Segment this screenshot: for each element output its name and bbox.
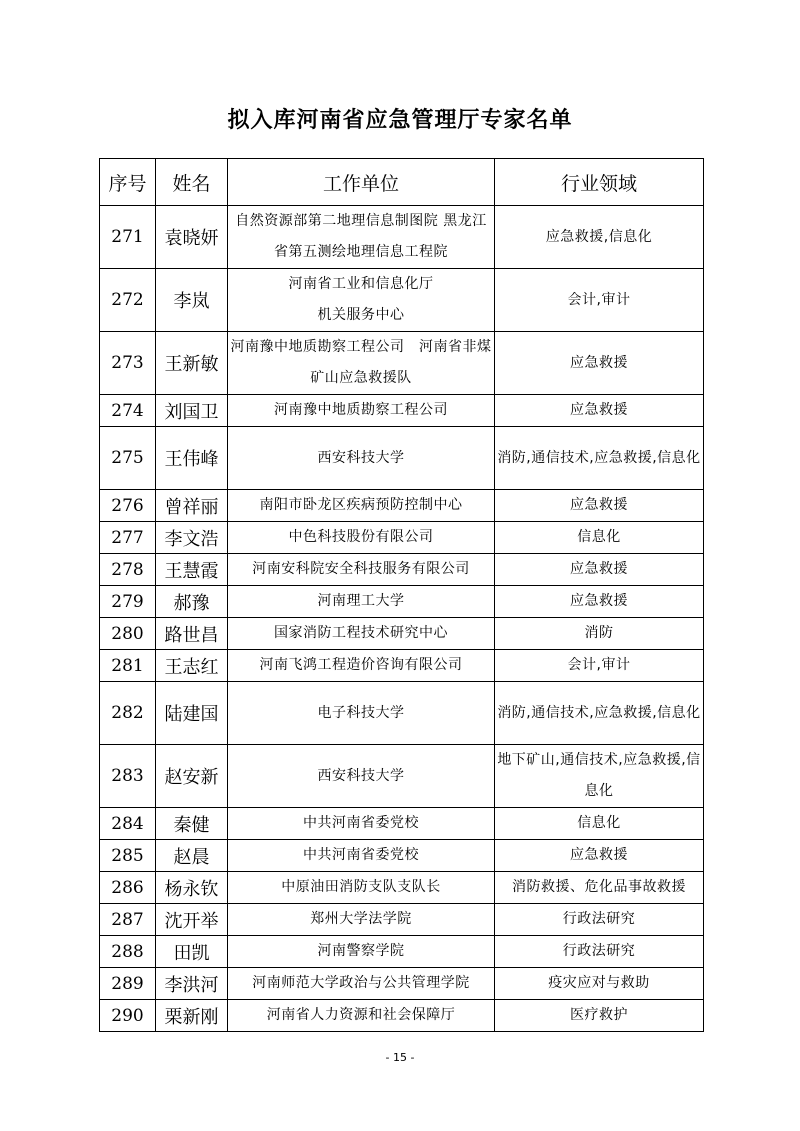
table-row bbox=[100, 427, 704, 490]
table-row bbox=[100, 1000, 704, 1032]
industry-field-cell: 消防 bbox=[495, 618, 704, 650]
industry-field-cell: 消防,通信技术,应急救援,信息化 bbox=[495, 427, 704, 490]
serial-number-cell: 272 bbox=[100, 269, 156, 332]
industry-field-cell: 医疗救护 bbox=[495, 1000, 704, 1032]
work-unit-cell: 南阳市卧龙区疾病预防控制中心 bbox=[228, 490, 495, 522]
serial-number-cell: 281 bbox=[100, 650, 156, 682]
industry-field-cell: 行政法研究 bbox=[495, 904, 704, 936]
name-cell: 袁晓妍 bbox=[156, 206, 228, 269]
serial-number-cell: 274 bbox=[100, 395, 156, 427]
serial-number-cell: 273 bbox=[100, 332, 156, 395]
serial-number-cell: 284 bbox=[100, 808, 156, 840]
name-cell: 秦健 bbox=[156, 808, 228, 840]
table-row bbox=[100, 618, 704, 650]
document-title: 拟入库河南省应急管理厅专家名单 bbox=[227, 108, 573, 133]
industry-field-cell: 应急救援,信息化 bbox=[495, 206, 704, 269]
table-row bbox=[100, 808, 704, 840]
page-number: - 15 - bbox=[385, 1051, 415, 1064]
header-industry-field: 行业领域 bbox=[495, 159, 704, 206]
work-unit-cell: 中共河南省委党校 bbox=[228, 808, 495, 840]
table-body bbox=[100, 206, 704, 1032]
industry-field-cell: 行政法研究 bbox=[495, 936, 704, 968]
table-row bbox=[100, 840, 704, 872]
table-row bbox=[100, 522, 704, 554]
table-row bbox=[100, 332, 704, 395]
work-unit-cell: 河南师范大学政治与公共管理学院 bbox=[228, 968, 495, 1000]
name-cell: 杨永钦 bbox=[156, 872, 228, 904]
industry-field-cell: 会计,审计 bbox=[495, 650, 704, 682]
table-row bbox=[100, 554, 704, 586]
serial-number-cell: 287 bbox=[100, 904, 156, 936]
industry-field-cell: 应急救援 bbox=[495, 554, 704, 586]
work-unit-cell: 郑州大学法学院 bbox=[228, 904, 495, 936]
serial-number-cell: 276 bbox=[100, 490, 156, 522]
expert-list-table bbox=[99, 158, 704, 1032]
serial-number-cell: 271 bbox=[100, 206, 156, 269]
serial-number-cell: 285 bbox=[100, 840, 156, 872]
serial-number-cell: 280 bbox=[100, 618, 156, 650]
serial-number-cell: 278 bbox=[100, 554, 156, 586]
work-unit-cell: 河南豫中地质勘察工程公司 bbox=[228, 395, 495, 427]
header-serial-number: 序号 bbox=[100, 159, 156, 206]
name-cell: 刘国卫 bbox=[156, 395, 228, 427]
name-cell: 王新敏 bbox=[156, 332, 228, 395]
table-row bbox=[100, 682, 704, 745]
serial-number-cell: 275 bbox=[100, 427, 156, 490]
industry-field-cell: 地下矿山,通信技术,应急救援,信息化 bbox=[495, 745, 704, 808]
work-unit-cell: 国家消防工程技术研究中心 bbox=[228, 618, 495, 650]
table-row bbox=[100, 745, 704, 808]
work-unit-cell: 中共河南省委党校 bbox=[228, 840, 495, 872]
work-unit-cell: 河南安科院安全科技服务有限公司 bbox=[228, 554, 495, 586]
table-header-row bbox=[100, 159, 704, 206]
name-cell: 李洪河 bbox=[156, 968, 228, 1000]
industry-field-cell: 会计,审计 bbox=[495, 269, 704, 332]
industry-field-cell: 应急救援 bbox=[495, 395, 704, 427]
name-cell: 栗新刚 bbox=[156, 1000, 228, 1032]
work-unit-cell: 自然资源部第二地理信息制图院 黑龙江省第五测绘地理信息工程院 bbox=[228, 206, 495, 269]
name-cell: 沈开举 bbox=[156, 904, 228, 936]
table-row bbox=[100, 904, 704, 936]
serial-number-cell: 286 bbox=[100, 872, 156, 904]
name-cell: 田凯 bbox=[156, 936, 228, 968]
work-unit-cell: 电子科技大学 bbox=[228, 682, 495, 745]
work-unit-cell: 河南豫中地质勘察工程公司 河南省非煤矿山应急救援队 bbox=[228, 332, 495, 395]
work-unit-cell: 中色科技股份有限公司 bbox=[228, 522, 495, 554]
industry-field-cell: 应急救援 bbox=[495, 840, 704, 872]
serial-number-cell: 277 bbox=[100, 522, 156, 554]
name-cell: 路世昌 bbox=[156, 618, 228, 650]
work-unit-cell: 西安科技大学 bbox=[228, 427, 495, 490]
header-name: 姓名 bbox=[156, 159, 228, 206]
serial-number-cell: 288 bbox=[100, 936, 156, 968]
serial-number-cell: 289 bbox=[100, 968, 156, 1000]
industry-field-cell: 消防救援、危化品事故救援 bbox=[495, 872, 704, 904]
work-unit-cell: 西安科技大学 bbox=[228, 745, 495, 808]
table-row bbox=[100, 650, 704, 682]
table-row bbox=[100, 872, 704, 904]
name-cell: 王伟峰 bbox=[156, 427, 228, 490]
industry-field-cell: 信息化 bbox=[495, 522, 704, 554]
serial-number-cell: 283 bbox=[100, 745, 156, 808]
name-cell: 曾祥丽 bbox=[156, 490, 228, 522]
table-row bbox=[100, 269, 704, 332]
work-unit-cell: 河南省人力资源和社会保障厅 bbox=[228, 1000, 495, 1032]
name-cell: 赵晨 bbox=[156, 840, 228, 872]
table-row bbox=[100, 490, 704, 522]
table-row bbox=[100, 936, 704, 968]
name-cell: 赵安新 bbox=[156, 745, 228, 808]
work-unit-cell: 河南省工业和信息化厅 机关服务中心 bbox=[228, 269, 495, 332]
industry-field-cell: 消防,通信技术,应急救援,信息化 bbox=[495, 682, 704, 745]
industry-field-cell: 信息化 bbox=[495, 808, 704, 840]
name-cell: 王慧霞 bbox=[156, 554, 228, 586]
table-row bbox=[100, 968, 704, 1000]
serial-number-cell: 290 bbox=[100, 1000, 156, 1032]
serial-number-cell: 279 bbox=[100, 586, 156, 618]
name-cell: 王志红 bbox=[156, 650, 228, 682]
industry-field-cell: 应急救援 bbox=[495, 332, 704, 395]
serial-number-cell: 282 bbox=[100, 682, 156, 745]
name-cell: 李岚 bbox=[156, 269, 228, 332]
table-row bbox=[100, 206, 704, 269]
industry-field-cell: 应急救援 bbox=[495, 586, 704, 618]
work-unit-cell: 河南警察学院 bbox=[228, 936, 495, 968]
work-unit-cell: 河南飞鸿工程造价咨询有限公司 bbox=[228, 650, 495, 682]
work-unit-cell: 河南理工大学 bbox=[228, 586, 495, 618]
work-unit-cell: 中原油田消防支队支队长 bbox=[228, 872, 495, 904]
header-work-unit: 工作单位 bbox=[228, 159, 495, 206]
table-row bbox=[100, 586, 704, 618]
name-cell: 郝豫 bbox=[156, 586, 228, 618]
industry-field-cell: 应急救援 bbox=[495, 490, 704, 522]
table-row bbox=[100, 395, 704, 427]
name-cell: 陆建国 bbox=[156, 682, 228, 745]
industry-field-cell: 疫灾应对与救助 bbox=[495, 968, 704, 1000]
name-cell: 李文浩 bbox=[156, 522, 228, 554]
